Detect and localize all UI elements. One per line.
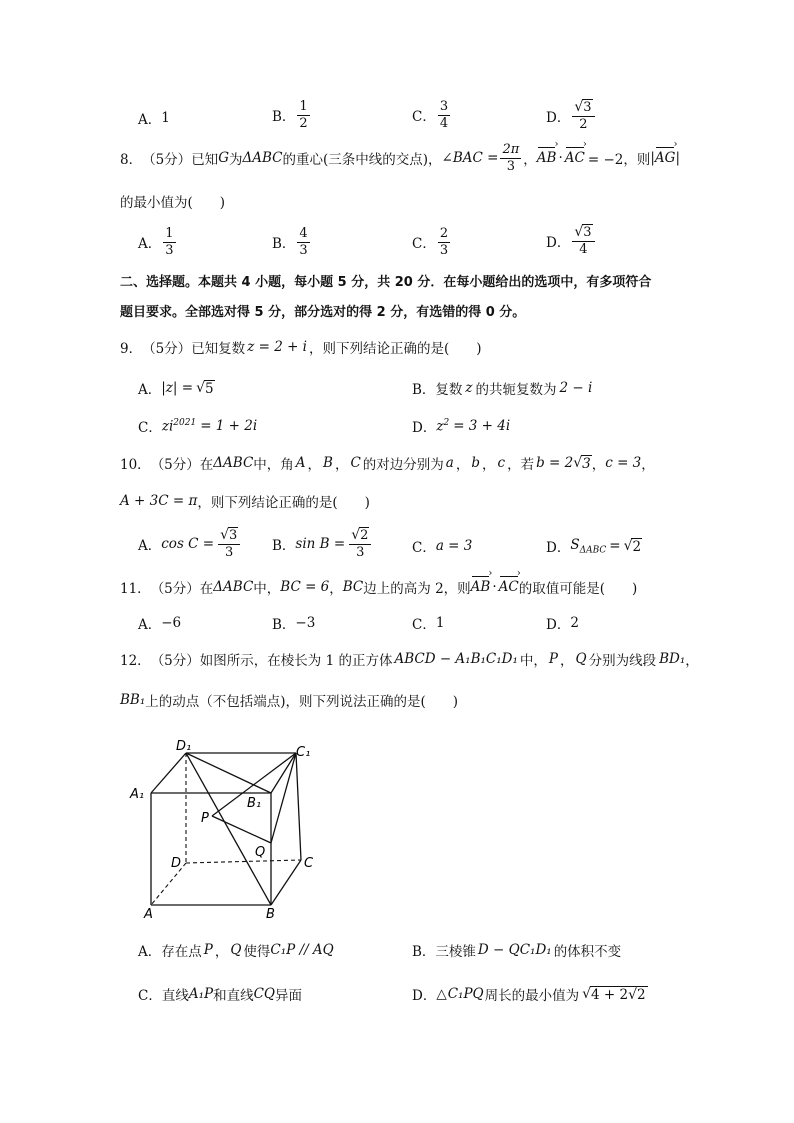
vector: AG › (655, 150, 676, 166)
q7-option-c[interactable] (412, 100, 452, 130)
option-label: B． (412, 382, 436, 398)
fraction: $\frac{√3}{3}$ (218, 528, 240, 559)
math: $S_{\Delta ABC}$ (570, 536, 607, 556)
math: BC (342, 579, 364, 595)
q11-stem (120, 577, 637, 597)
label-c1: C₁ (296, 745, 311, 760)
q11-option-c[interactable] (412, 613, 444, 633)
text: ， (591, 457, 606, 473)
math: a (445, 455, 454, 471)
q8-option-c[interactable] (412, 227, 452, 257)
math: 4 + 2√2 (591, 986, 646, 1003)
text: 周长的最小值为 (484, 988, 580, 1004)
q7-option-b[interactable] (272, 100, 312, 130)
text: 复数 (435, 382, 463, 398)
math: BB₁ (120, 692, 146, 708)
question-number: 11． (120, 581, 151, 597)
q12-option-c[interactable] (138, 984, 302, 1004)
q12-option-b[interactable] (412, 940, 621, 960)
text: ， (329, 581, 343, 597)
math: P (548, 651, 558, 667)
math: ΔABC (213, 455, 254, 471)
q9-option-a[interactable] (138, 378, 215, 398)
text: ， (685, 653, 699, 669)
q7-option-a[interactable] (138, 108, 170, 128)
math: c = 3 (605, 455, 642, 471)
math: · (492, 579, 497, 595)
math: C (350, 455, 361, 471)
option-label: C． (138, 420, 162, 436)
fraction: $\frac{√2}{3}$ (349, 528, 371, 559)
segment-c1q (271, 753, 296, 843)
q12-option-a[interactable] (138, 940, 334, 960)
segment-bd1 (186, 753, 271, 905)
math: · (558, 150, 563, 167)
q9-stem (120, 337, 482, 357)
text: 在 (199, 457, 214, 473)
label-b: B (266, 907, 275, 920)
q10-stem-line1 (120, 453, 655, 473)
math: z = 2 + i (247, 339, 307, 355)
option-label: D． (546, 109, 571, 126)
edge-c1b1 (271, 753, 296, 793)
math: 5 (204, 380, 214, 397)
fraction: $\frac{1}{3}$ (165, 226, 174, 258)
text: 中， (253, 581, 281, 597)
question-number: 10． (120, 457, 151, 473)
text: 边上的高为 2，则 (363, 581, 471, 597)
option-label: C． (412, 540, 436, 556)
text: 使得 (243, 944, 271, 960)
option-label: A． (138, 617, 162, 633)
text: ， (560, 653, 574, 669)
section-2-header-line2: 题目要求。全部选对得 5 分，部分选对的得 2 分，有选错的得 0 分。 (120, 305, 526, 320)
math: C₁P // AQ (270, 942, 334, 958)
text: 的体积不变 (553, 944, 622, 960)
edge-c1c (296, 753, 301, 860)
label-d1: D₁ (176, 739, 192, 754)
text: 存在点 (161, 944, 202, 960)
math: $zi^{2021}$ (161, 417, 197, 435)
fraction: $\frac{1}{2}$ (299, 99, 308, 131)
math: sin B = (295, 535, 346, 552)
option-label: A． (138, 944, 162, 960)
option-value: −6 (161, 615, 182, 631)
q10-stem-line2 (120, 491, 370, 511)
question-score: （5分） (150, 581, 200, 597)
math: cos C = (161, 535, 215, 552)
q10-option-c[interactable] (412, 536, 472, 556)
label-q: Q (255, 845, 266, 860)
text: 的重心(三条中线的交点)， (282, 152, 442, 169)
option-label: C． (138, 988, 162, 1004)
text: △ (436, 986, 447, 1002)
vector: AB › (471, 579, 491, 595)
text: 的共轭复数为 (475, 382, 557, 398)
option-label: B． (272, 537, 296, 554)
text: ， (482, 457, 496, 473)
question-score: （5分） (142, 152, 192, 169)
math: b (471, 455, 481, 471)
option-value: 1 (435, 615, 445, 631)
q10-option-d[interactable] (546, 536, 642, 556)
text: 在 (199, 581, 214, 597)
sqrt-sign: √ (582, 986, 592, 1002)
math: Q (575, 651, 587, 667)
option-label: D． (412, 420, 437, 436)
math: b = 2 (536, 455, 574, 471)
q9-option-c[interactable] (138, 416, 257, 436)
math: ∠BAC = (441, 150, 499, 167)
question-score: （5分） (150, 457, 200, 473)
math: c (497, 455, 506, 471)
vector: AB › (537, 150, 557, 166)
math: A (295, 455, 306, 471)
q9-option-b[interactable] (412, 378, 592, 398)
math: 3 (582, 455, 591, 472)
math: = 3 + 4i (453, 418, 511, 434)
option-value: 1 (161, 110, 170, 126)
edge-dc (186, 860, 301, 863)
text: 如图所示，在棱长为 1 的正方体 (199, 653, 393, 669)
math: ΔABC (242, 150, 283, 167)
q11-option-d[interactable] (546, 613, 579, 633)
option-label: D． (546, 540, 571, 556)
text: 已知复数 (191, 341, 246, 357)
fraction: $\frac{3}{4}$ (439, 99, 449, 131)
question-number: 12． (120, 653, 151, 669)
math: ΔABC (213, 579, 254, 595)
text: ，则下列结论正确的是( ) (197, 495, 370, 511)
math: BC = 6 (280, 579, 330, 595)
text: 三棱锥 (435, 944, 476, 960)
text: 直线 (161, 988, 189, 1004)
fraction: $\frac{√3}{2}$ (572, 100, 594, 131)
math: G (218, 150, 229, 167)
vector: AC › (499, 579, 519, 595)
q12-stem-line2 (120, 690, 458, 710)
q12-stem-line1 (120, 649, 699, 669)
option-label: A． (138, 537, 162, 554)
math: B (323, 455, 333, 471)
math: Q (230, 942, 242, 958)
option-label: B． (412, 944, 436, 960)
q9-option-d[interactable] (412, 416, 510, 436)
label-a: A (144, 907, 153, 920)
q11-option-a[interactable] (138, 613, 181, 633)
segment-pq (212, 816, 271, 843)
q8-stem-line1 (120, 143, 680, 173)
question-score: （5分） (150, 653, 200, 669)
math: C₁PQ (447, 986, 484, 1002)
edge-cb (271, 860, 301, 905)
question-number: 9． (120, 341, 143, 357)
math: D − QC₁D₁ (477, 942, 552, 958)
option-value: −3 (295, 615, 316, 631)
vector: AC › (565, 150, 585, 166)
q12-option-d[interactable] (412, 984, 648, 1004)
q8-option-a[interactable] (138, 227, 178, 257)
text: ， (334, 457, 349, 473)
q11-option-b[interactable] (272, 613, 315, 633)
q8-option-b[interactable] (272, 227, 312, 257)
text: 分别为线段 (588, 653, 657, 669)
segment-d1b1 (186, 753, 271, 793)
label-d: D (171, 856, 182, 871)
math: | (650, 150, 655, 167)
fraction: $\frac{2}{3}$ (439, 226, 449, 258)
option-label: C． (412, 236, 436, 253)
text: 上的动点（不包括端点)，则下列说法正确的是( ) (145, 694, 459, 710)
math: = 1 + 2i (200, 418, 258, 434)
option-value: 2 (570, 615, 579, 631)
math: z (465, 380, 473, 396)
label-p: P (201, 811, 209, 826)
math: A₁P (188, 986, 214, 1002)
text: 异面 (275, 988, 302, 1004)
math: = (609, 538, 621, 554)
math: 2 − i (559, 380, 593, 396)
cube-figure (126, 730, 326, 920)
math: ABCD − A₁B₁C₁D₁ (394, 651, 518, 667)
fraction: $\frac{√3}{4}$ (572, 225, 594, 256)
text: ， (641, 457, 655, 473)
option-label: A． (138, 236, 162, 253)
math: |z| = (161, 380, 194, 396)
q8-stem-line2: 的最小值为( ) (120, 195, 226, 211)
text: ，若 (507, 457, 535, 473)
section-2-header-line1: 二、选择题。本题共 4 小题，每小题 5 分，共 20 分．在每小题给出的选项中，有多项符合 (120, 275, 652, 290)
text: ， (214, 944, 229, 960)
label-a1: A₁ (130, 787, 145, 802)
option-label: D． (412, 988, 437, 1004)
option-label: C． (412, 617, 436, 633)
math: $z^2$ (436, 417, 450, 435)
text: 的取值可能是( ) (518, 581, 638, 597)
text: ， (455, 457, 470, 473)
edge-a1d1 (151, 753, 186, 793)
text: 已知 (191, 152, 219, 169)
text: 为 (228, 152, 243, 169)
label-c: C (304, 856, 314, 871)
q7-option-d[interactable] (546, 100, 597, 131)
math: P (203, 942, 213, 958)
math: | (675, 150, 681, 167)
option-label: D． (546, 617, 571, 633)
question-number: 8． (120, 152, 143, 169)
option-label: B． (272, 236, 296, 253)
option-label: B． (272, 109, 296, 126)
option-label: B． (272, 617, 296, 633)
math: a = 3 (435, 538, 473, 554)
text: 中， (519, 653, 547, 669)
option-label: C． (412, 109, 436, 126)
math: 2 (632, 538, 642, 555)
text: 和直线 (213, 988, 254, 1004)
q10-option-a[interactable] (138, 528, 242, 559)
text: 的对边分别为 (362, 457, 444, 473)
q10-option-b[interactable] (272, 528, 373, 559)
sqrt-sign: √ (623, 538, 633, 554)
fraction: $\frac{4}{3}$ (299, 226, 308, 258)
math: BD₁ (659, 651, 686, 667)
option-label: D． (546, 234, 571, 251)
text: = −2，则 (587, 152, 651, 169)
sqrt-sign: √ (196, 380, 205, 396)
fraction: $\frac{2\pi}{3}$ (502, 142, 520, 174)
text: 中，角 (253, 457, 294, 473)
label-b1: B₁ (247, 796, 262, 811)
text: ，则下列结论正确的是( ) (309, 341, 482, 357)
q8-option-d[interactable] (546, 225, 597, 256)
text: ， (523, 152, 537, 169)
option-label: A． (138, 112, 162, 128)
sqrt-sign: √ (573, 455, 583, 471)
option-label: A． (138, 382, 162, 398)
math: A + 3C = π (120, 493, 198, 509)
text: ， (307, 457, 322, 473)
question-score: （5分） (142, 341, 192, 357)
math: CQ (253, 986, 275, 1002)
